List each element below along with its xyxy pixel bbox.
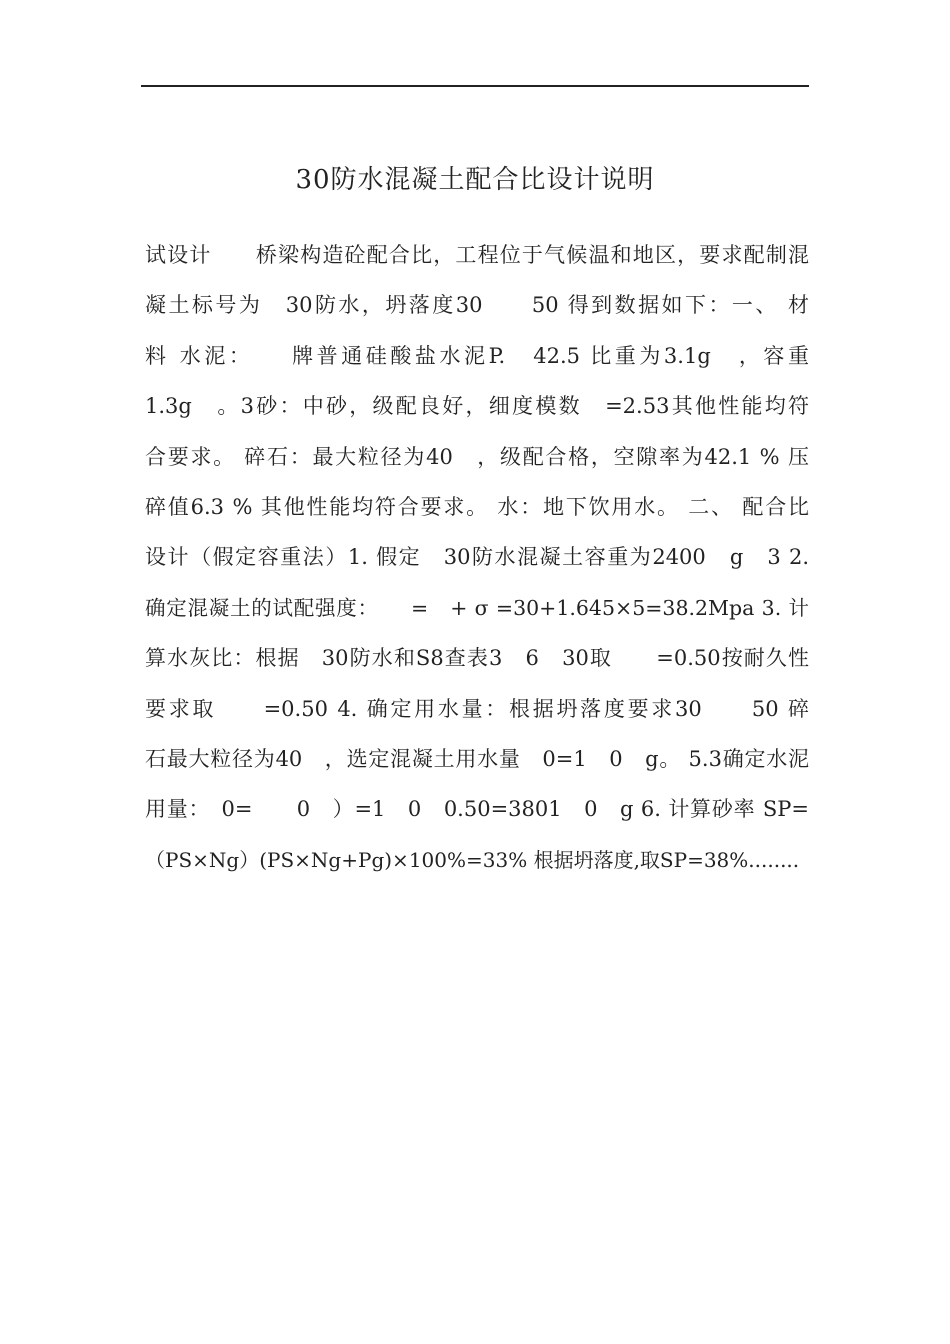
body-line: 试设计 桥梁构造砼配合比，工程位于气候温和地区，要求配制混	[145, 243, 809, 267]
body-line: 碎值6.3 % 其他性能均符合要求。 水：地下饮用水。 二、 配合比	[145, 494, 809, 519]
body-line: 要求取 =0.50 4. 确定用水量：根据坍落度要求30 50 碎	[145, 696, 809, 721]
header-rule	[141, 85, 809, 87]
body-line: 确定混凝土的试配强度： = + σ =30+1.645×5=38.2Mpa 3. 计	[145, 595, 809, 620]
document-title: 30防水混凝土配合比设计说明	[295, 165, 655, 195]
body-line: （PS×Ng）(PS×Ng+Pg)×100%=33% 根据坍落度,取SP=38%........	[145, 847, 800, 872]
body-line: 合要求。 碎石：最大粒径为40 ，级配合格，空隙率为42.1 % 压	[145, 444, 809, 469]
body-line: 料 水泥： 牌普通硅酸盐水泥P. 42.5 比重为3.1g ，容重	[145, 343, 809, 368]
body-line: 凝土标号为 30防水，坍落度30 50 得到数据如下：一、 材	[145, 293, 809, 318]
body-line: 石最大粒径为40 ，选定混凝土用水量 0=1 0 g。 5.3确定水泥	[145, 746, 809, 771]
body-line: 设计（假定容重法）1. 假定 30防水混凝土容重为2400 g 3 2.	[145, 545, 809, 570]
body-line: 1.3g 。3砂：中砂，级配良好，细度模数 =2.53其他性能均符	[145, 394, 809, 419]
document-body	[145, 230, 809, 885]
body-line: 算水灰比：根据 30防水和S8查表3 6 30取 =0.50按耐久性	[145, 646, 809, 671]
body-line: 用量： 0= 0 ）=1 0 0.50=3801 0 g 6. 计算砂率 SP=	[145, 797, 809, 822]
